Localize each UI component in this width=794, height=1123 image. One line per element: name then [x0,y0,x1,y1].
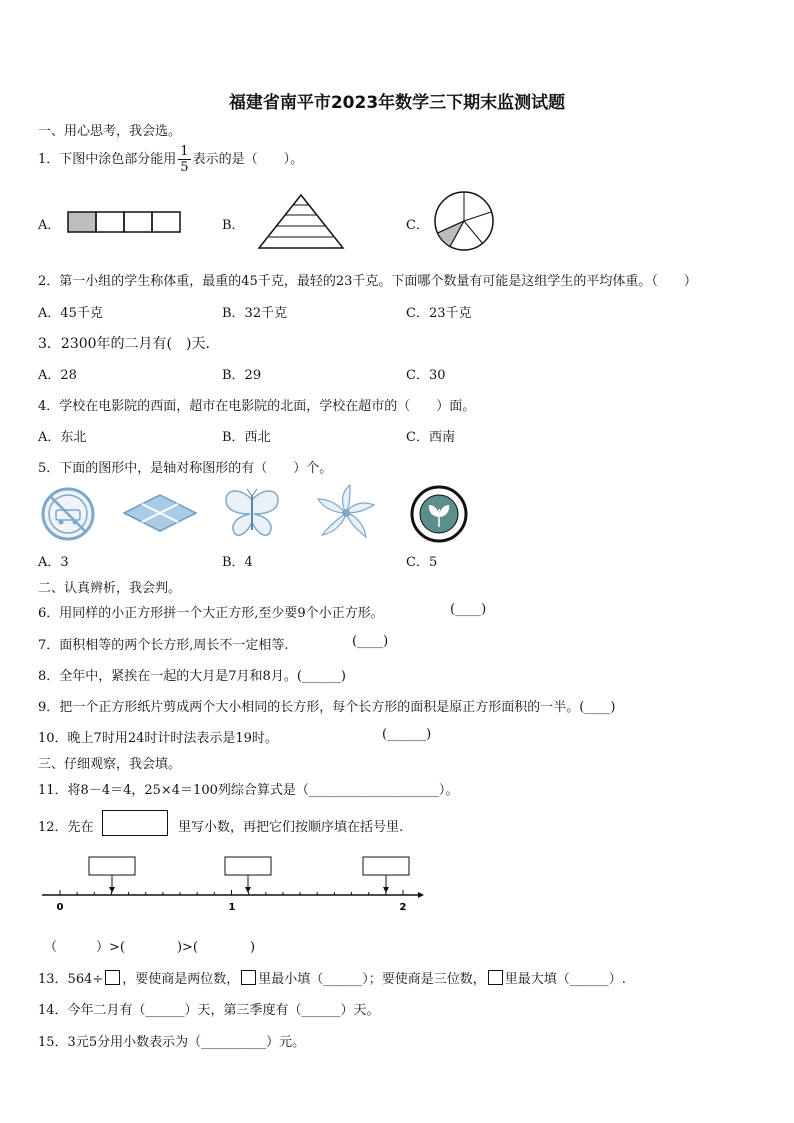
no-vehicle-sign-icon [40,486,96,542]
q5-option-c: C．5 [406,555,438,570]
number-line-box-3 [363,857,409,875]
question-13-part-a: 13．564÷ [38,972,104,987]
question-4: 4．学校在电影院的西面，超市在电影院的北面，学校在超市的（ ）面。 [38,399,476,414]
question-6-blank[interactable]: (____) [450,602,487,617]
q1-option-c-figure [433,190,495,252]
question-5: 5．下面的图形中，是轴对称图形的有（ ）个。 [38,461,333,476]
section-heading-2: 二、认真辨析，我会判。 [38,581,182,596]
question-7-blank[interactable]: (____) [352,634,389,649]
fraction-one-fifth [178,145,190,174]
question-14: 14．今年二月有（______）天，第三季度有（______）天。 [38,1003,380,1018]
pinwheel-flower-icon [316,483,376,543]
q1-option-b-figure [256,193,346,251]
q4-option-c: C．西南 [406,430,455,445]
question-12-post: 里写小数，再把它们按顺序填在括号里. [178,820,404,835]
question-8: 8．全年中，紧挨在一起的大月是7月和8月。(______) [38,669,346,684]
question-11: 11．将8－4＝4，25×4＝100列综合算式是（____________________）。 [38,783,459,798]
question-10-blank[interactable]: (______) [382,727,432,742]
question-6: 6．用同样的小正方形拼一个大正方形,至少要9个小正方形。 [38,606,384,621]
q1-option-c-label: C． [406,218,429,233]
q3-option-c: C．30 [406,368,446,383]
number-line-box-1 [89,857,135,875]
q1-option-b-label: B． [222,218,245,233]
divisor-box-1[interactable] [105,970,120,985]
question-3: 3．2300年的二月有( )天. [38,336,210,352]
question-13 [38,968,626,987]
question-15: 15．3元5分用小数表示为（__________）元。 [38,1035,306,1050]
question-13-part-d: 里最大填（______）. [504,972,626,987]
fraction-denominator: 5 [180,160,189,175]
butterfly-icon [222,486,282,542]
question-9: 9．把一个正方形纸片剪成两个大小相同的长方形，每个长方形的面积是原正方形面积的一半。(____) [38,700,616,715]
q3-option-a: A．28 [38,368,77,383]
q5-option-a: A．3 [38,555,69,570]
q4-option-a: A．东北 [38,430,87,445]
question-13-part-c: 里最小填（______）；要使商是三位数， [258,972,486,987]
question-7: 7．面积相等的两个长方形,周长不一定相等. [38,638,289,653]
number-line [40,853,425,915]
section-heading-3: 三、仔细观察，我会填。 [38,757,182,772]
q2-option-a: A．45千克 [38,306,103,321]
tick-label-0: 0 [56,902,64,913]
number-line-box-2 [225,857,271,875]
section-heading-1: 一、用心思考，我会选。 [38,124,182,139]
q3-option-b: B．29 [222,368,262,383]
divisor-box-2[interactable] [241,970,256,985]
rhombus-tiles-icon [122,493,198,533]
page-title: 福建省南平市2023年数学三下期末监测试题 [228,93,566,113]
question-1-pre: 1．下图中涂色部分能用 [38,152,177,167]
tick-label-2: 2 [399,902,407,913]
leaf-emblem-icon [410,485,468,543]
question-12-order: （ ）>( )>( ) [44,940,256,955]
fraction-numerator: 1 [180,144,189,159]
question-12-pre: 12．先在 [38,820,94,835]
question-2: 2．第一小组的学生称体重，最重的45千克，最轻的23千克。下面哪个数量有可能是这组学生的平均体重。（ ） [38,274,697,289]
divisor-box-3[interactable] [488,970,503,985]
q4-option-b: B．西北 [222,430,271,445]
q2-option-b: B．32千克 [222,306,288,321]
q1-option-a-figure [67,210,183,234]
question-10: 10．晚上7时用24时计时法表示是19时。 [38,731,278,746]
question-1-post: 表示的是（ ）。 [192,152,304,167]
question-1 [38,145,303,174]
q1-option-a-label: A． [38,218,61,233]
q5-option-b: B．4 [222,555,253,570]
q2-option-c: C．23千克 [406,306,472,321]
decimal-answer-box[interactable] [102,810,168,836]
tick-label-1: 1 [228,902,236,913]
question-13-part-b: ，要使商是两位数， [122,972,240,987]
